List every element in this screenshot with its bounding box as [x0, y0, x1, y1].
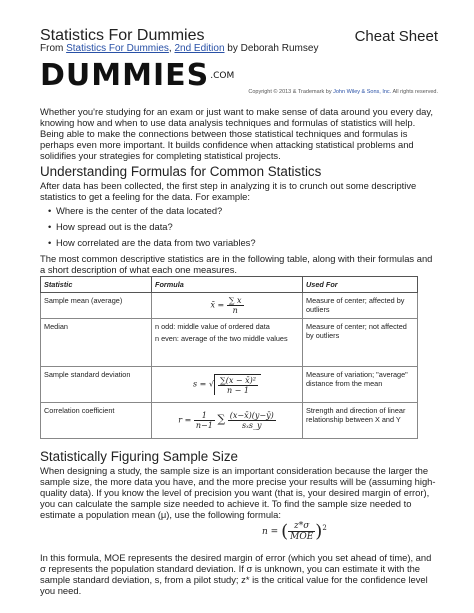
- bullet-text: How correlated are the data from two variables?: [56, 237, 256, 248]
- sigma-icon: ∑: [217, 412, 226, 426]
- section2-paragraph: When designing a study, the sample size is an important consideration because the larger the sample size, the more data you have, and the more precise your results will be (assuming high-quality data). If you know the level of precision you want (that is, your desired margin of error), you can calculate the sample size needed to achieve it. To find the sample size needed to estimate a population mean (μ), use the following formula:: [40, 465, 436, 520]
- copyright-notice: [248, 89, 438, 95]
- section-heading-sample-size: Statistically Figuring Sample Size: [40, 449, 238, 464]
- copyright-prefix: Copyright © 2013 & Trademark by: [248, 89, 334, 95]
- col-header-formula: Formula: [152, 277, 303, 293]
- col-header-statistic: Statistic: [41, 277, 152, 293]
- paren-close-icon: ): [315, 521, 323, 542]
- bullet-item: [48, 205, 222, 216]
- cell-formula-mean: [152, 293, 303, 319]
- book-link[interactable]: Statistics For Dummies: [66, 43, 169, 54]
- col-header-used-for: Used For: [303, 277, 418, 293]
- formula-numerator: (x−x̄)(y−ȳ): [229, 411, 274, 420]
- formula-exponent: 2: [322, 524, 327, 532]
- median-even-rule: n even: average of the two middle values: [155, 334, 288, 343]
- section2-explanation: In this formula, MOE represents the desired margin of error (which you set ahead of time), and σ represents the population standard deviation. If σ is unknown, you can estimate it with the sample standard deviation, s, from a pilot study; z* is the critical value for the confidence level you need.: [40, 552, 432, 596]
- paren-open-icon: (: [281, 521, 289, 542]
- cell-used-for: Measure of center; affected by outliers: [303, 293, 418, 319]
- cell-used-for: Strength and direction of linear relationship between X and Y: [303, 403, 418, 439]
- formula-coefficient: [194, 411, 215, 430]
- formula-fraction: [218, 376, 258, 395]
- cell-used-for: Measure of center; not affected by outliers: [303, 319, 418, 367]
- coefficient-numerator: 1: [194, 411, 215, 421]
- sqrt-icon: √: [208, 379, 215, 389]
- formula-denominator: n − 1: [226, 386, 250, 395]
- formula-numerator: ∑ x: [228, 296, 242, 305]
- cheat-sheet-label: Cheat Sheet: [354, 28, 438, 45]
- logo-text: DUMMIES: [40, 58, 210, 93]
- formula-denominator: n: [232, 306, 238, 315]
- table-header-row: [41, 277, 418, 293]
- source-line: [40, 43, 318, 54]
- logo-suffix: .COM: [210, 71, 235, 81]
- bullet-item: [48, 237, 256, 248]
- formula-lhs: n =: [262, 527, 279, 537]
- formula-numerator: ∑(x − x̄)²: [220, 376, 256, 385]
- formula-numerator: z*σ: [288, 521, 315, 532]
- formula-fraction: [227, 296, 244, 315]
- formula-denominator: MOE: [290, 532, 314, 542]
- statistics-table: [40, 276, 418, 439]
- cell-formula-sd: [152, 367, 303, 403]
- edition-link[interactable]: 2nd Edition: [174, 43, 225, 54]
- cell-statistic: Median: [41, 319, 152, 367]
- bullet-icon: •: [48, 237, 52, 248]
- bullet-icon: •: [48, 205, 52, 216]
- formula-radicand: [214, 374, 261, 395]
- median-odd-rule: n odd: middle value of ordered data: [155, 322, 270, 331]
- formula-lhs: x̄ =: [210, 300, 225, 310]
- section1-table-intro: The most common descriptive statistics are in the following table, along with their formulas and a short description of what each one measures.: [40, 253, 433, 275]
- table-row: [41, 367, 418, 403]
- intro-paragraph: Whether you're studying for an exam or just want to make sense of data around you every day, knowing how and when to use data analysis techniques and formulas of statistics will help. Being able to make the connections between those statistical techniques and formulas is perhaps even more important. It builds confidence when attacking statistical problems and solidifies your strategies for completing statistical projects.: [40, 106, 433, 161]
- bullet-text: Where is the center of the data located?: [56, 205, 223, 216]
- section1-intro: After data has been collected, the first step in analyzing it is to crunch out some descriptive statistics to get a feeling for the data. For example:: [40, 180, 417, 202]
- table-row: [41, 293, 418, 319]
- formula-lhs: s =: [193, 379, 207, 389]
- formula-fraction: [228, 411, 276, 430]
- cell-statistic: Correlation coefficient: [41, 403, 152, 439]
- cell-statistic: Sample standard deviation: [41, 367, 152, 403]
- coefficient-denominator: n−1: [195, 421, 213, 430]
- table-row: [41, 403, 418, 439]
- edition-sep: ,: [168, 43, 175, 54]
- cell-formula-median: [152, 319, 303, 367]
- formula-fraction: [288, 521, 315, 542]
- section-heading-formulas: Understanding Formulas for Common Statistics: [40, 164, 322, 179]
- cell-formula-correlation: [152, 403, 303, 439]
- from-prefix: From: [40, 43, 67, 54]
- dummies-logo[interactable]: [40, 58, 235, 93]
- bullet-text: How spread out is the data?: [56, 221, 173, 232]
- cell-statistic: Sample mean (average): [41, 293, 152, 319]
- page-title: Statistics For Dummies: [40, 27, 205, 44]
- copyright-suffix: All rights reserved.: [391, 89, 438, 95]
- formula-denominator: sₓs_y: [241, 421, 262, 430]
- cell-used-for: Measure of variation; "average" distance from the mean: [303, 367, 418, 403]
- bullet-item: [48, 221, 173, 232]
- publisher-link[interactable]: John Wiley & Sons, Inc.: [333, 89, 392, 95]
- formula-lhs: r =: [178, 415, 192, 425]
- bullet-icon: •: [48, 221, 52, 232]
- author: by Deborah Rumsey: [224, 43, 319, 54]
- table-row: [41, 319, 418, 367]
- sample-size-formula: [262, 521, 327, 542]
